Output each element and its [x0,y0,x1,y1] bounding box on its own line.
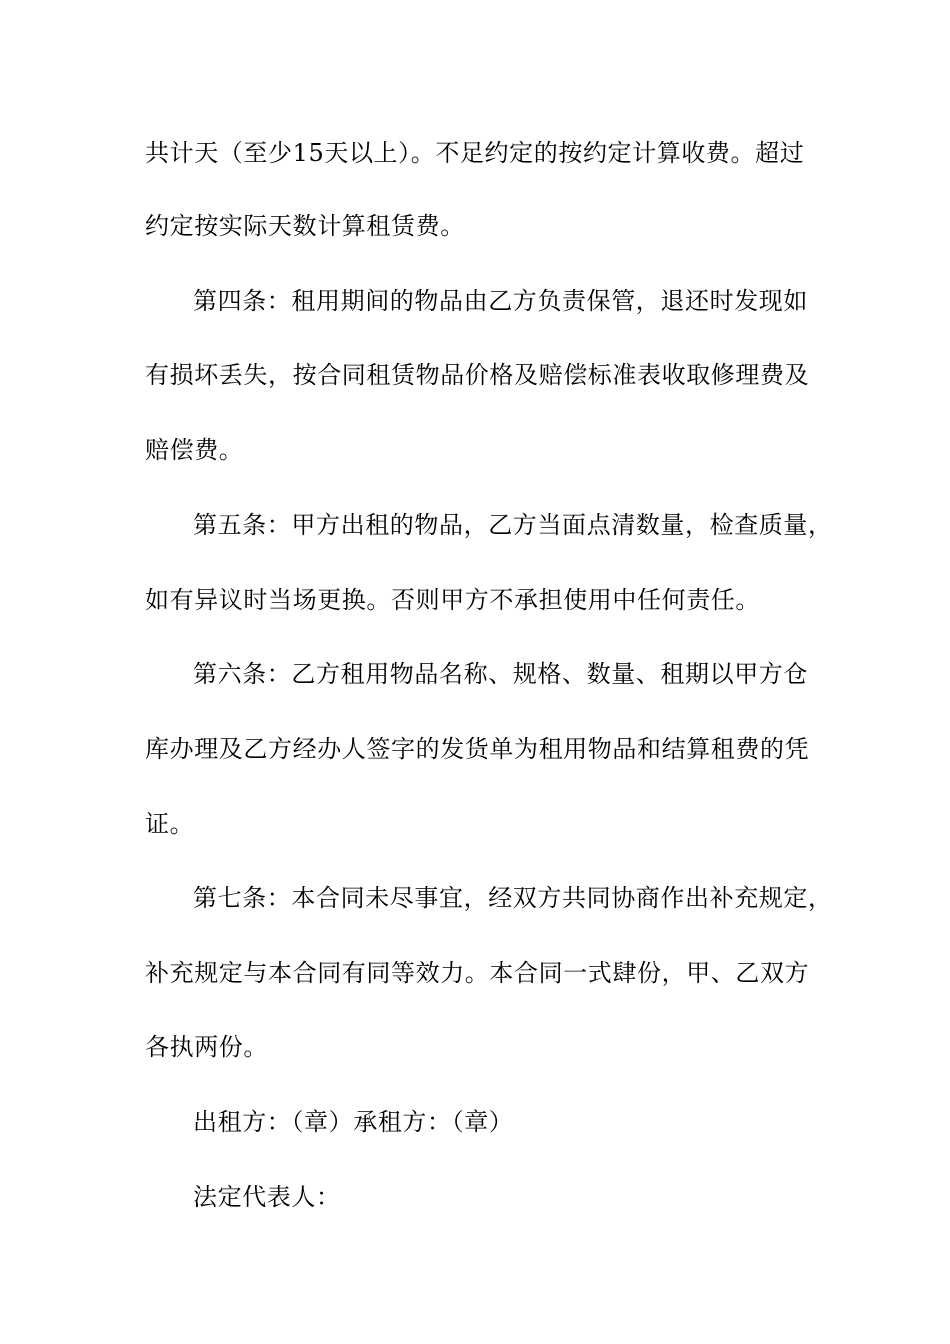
legal-representative-line: 法定代表人： [193,1183,341,1211]
article-7-heading-line: 第七条：本合同未尽事宜，经双方共同协商作出补充规定， [193,884,833,912]
text-line: 有损坏丢失，按合同租赁物品价格及赔偿标准表收取修理费及 [145,361,810,389]
text-line: 约定按实际天数计算租赁费。 [145,212,465,240]
text-line: 各执两份。 [145,1033,268,1061]
text-line: 库办理及乙方经办人签字的发货单为租用物品和结算租费的凭 [145,735,810,763]
text-line: 赔偿费。 [145,436,244,464]
article-5-heading-line: 第五条：甲方出租的物品，乙方当面点清数量，检查质量， [193,511,833,539]
text-line: 共计天（至少15天以上）。不足约定的按约定计算收费。超过 [145,139,805,167]
signature-parties-line: 出租方：（章）承租方：（章） [193,1108,514,1136]
article-6-heading-line: 第六条：乙方租用物品名称、规格、数量、租期以甲方仓 [193,660,808,688]
text-line: 补充规定与本合同有同等效力。本合同一式肆份，甲、乙双方 [145,959,810,987]
text-line: 如有异议时当场更换。否则甲方不承担使用中任何责任。 [145,586,760,614]
article-4-heading-line: 第四条：租用期间的物品由乙方负责保管，退还时发现如 [193,287,808,315]
text-line: 证。 [145,810,195,838]
